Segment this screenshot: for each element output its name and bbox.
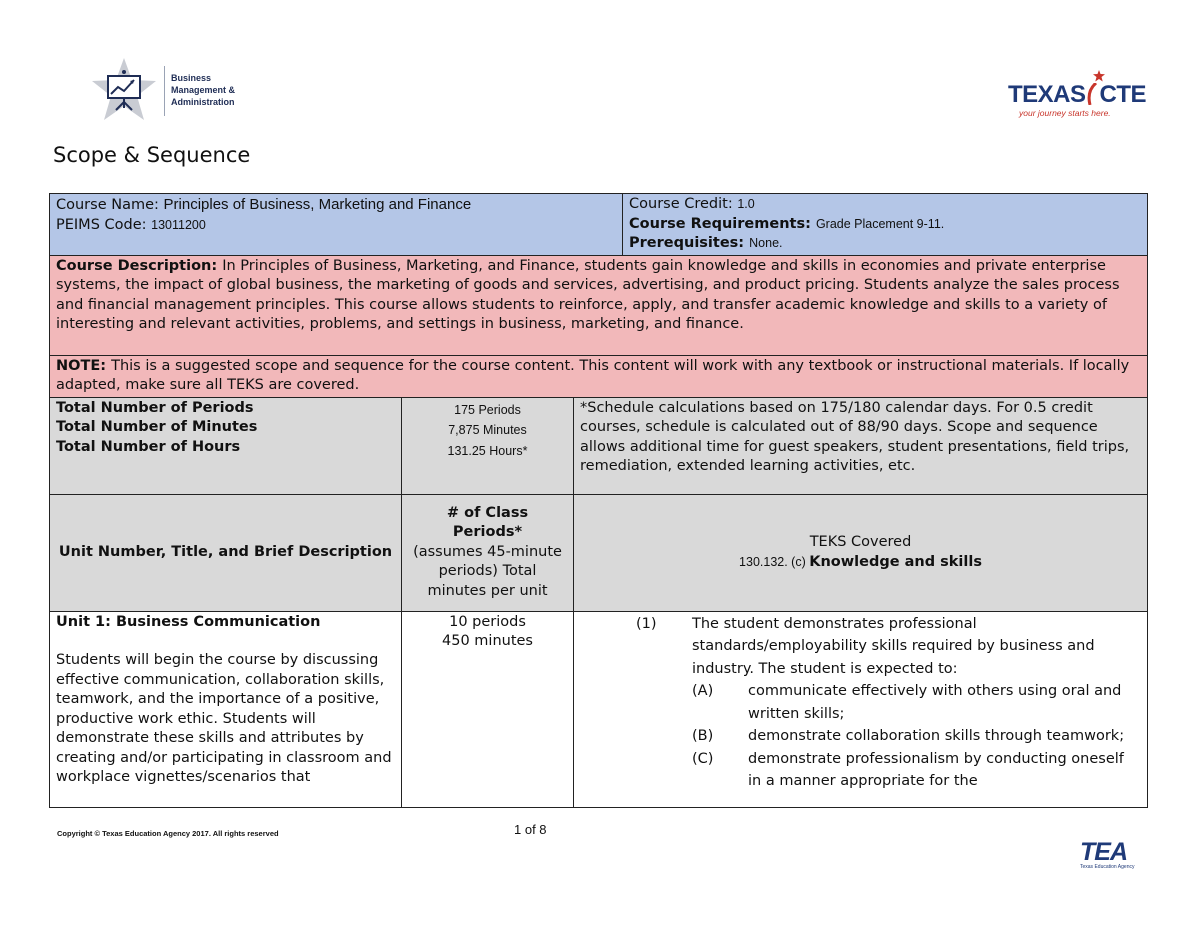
periods-header-detail: (assumes 45-minute periods) Total minutes per unit <box>413 543 562 599</box>
teks-text: The student demonstrates professional standards/employability skills required by business and industry. The student is expected to: <box>692 615 1095 677</box>
tea-logo-text: TEA <box>1080 838 1127 866</box>
schedule-note: *Schedule calculations based on 175/180 calendar days. For 0.5 credit courses, schedule is calculated out of 88/90 days. Scope and sequence allows additional time for guest speakers, student presentations, field trips, remediation, extended learning activities, etc. <box>580 399 1130 474</box>
total-periods-value: 175 Periods <box>454 402 521 417</box>
course-credit-label: Course Credit: <box>629 196 738 212</box>
course-description-row <box>50 255 1148 355</box>
column-header-row <box>50 494 1148 611</box>
table-row <box>50 611 1148 807</box>
teks-header-title: TEKS Covered <box>809 534 912 550</box>
page-number: 1 of 8 <box>514 822 547 837</box>
periods-column-header <box>402 494 574 611</box>
prerequisites-label: Prerequisites: <box>629 235 750 251</box>
total-minutes-value: 7,875 Minutes <box>448 423 527 437</box>
total-periods-label: Total Number of Periods <box>56 399 254 416</box>
logo-divider <box>164 66 165 116</box>
scope-sequence-table <box>49 193 1148 808</box>
course-credit-value: 1.0 <box>737 197 755 211</box>
teks-sub-letter: (A) <box>692 683 714 699</box>
course-description-cell <box>50 255 1148 355</box>
teks-standard <box>636 613 1139 681</box>
teks-sub-text: communicate effectively with others using oral and written skills; <box>748 683 1122 722</box>
brand-texas: TEXAS <box>1008 81 1086 108</box>
peims-value: 13011200 <box>151 217 206 232</box>
business-management-logo <box>88 56 248 126</box>
teks-sub-letter: (B) <box>692 728 714 744</box>
teks-sub-text: demonstrate collaboration skills through teamwork; <box>748 728 1125 744</box>
brand-cte: CTE <box>1099 81 1147 108</box>
periods-header-title: # of Class Periods* <box>446 504 529 541</box>
copyright-notice: Copyright © Texas Education Agency 2017. All rights reserved <box>57 829 279 838</box>
unit-periods-cell <box>402 611 574 807</box>
course-description-text: In Principles of Business, Marketing, and Finance, students gain knowledge and skills in economies and private enterprise systems, the impact of global business, the marketing of goods and services, advertising, and product pricing. Students analyze the sales process and financial management principles. This course allows students to reinforce, apply, and transfer academic knowledge and skills to a variety of interesting and relevant activities, problems, and settings in business, marketing, and finance. <box>56 257 1120 332</box>
teks-sub-text: demonstrate professionalism by conducting oneself in a manner appropriate for the <box>748 750 1124 789</box>
swoosh-icon <box>1086 83 1100 105</box>
tea-logo <box>1080 838 1150 878</box>
unit-column-header <box>50 494 402 611</box>
note-text: This is a suggested scope and sequence for the course content. This content will work with any textbook or instructional materials. If locally adapted, make sure all TEKS are covered. <box>56 357 1130 393</box>
totals-values-cell <box>402 397 574 494</box>
total-minutes-label: Total Number of Minutes <box>56 419 258 435</box>
note-cell <box>50 355 1148 397</box>
teks-number: (1) <box>636 615 657 632</box>
logo-tagline: your journey starts here. <box>1019 108 1111 118</box>
teks-column-header <box>574 494 1148 611</box>
texas-cte-logo <box>1005 68 1147 120</box>
unit-header-text: Unit Number, Title, and Brief Description <box>58 543 393 560</box>
unit-description: Students will begin the course by discussing effective communication, collaboration skills, teamwork, and the importance of a positive, productive work ethic. Students will demonstrate these skills and attributes by creating and/or participating in classroom and workplace vignettes/scenarios that <box>56 652 392 785</box>
totals-labels-cell <box>50 397 402 494</box>
course-name-value: Principles of Business, Marketing and Finance <box>163 196 472 213</box>
peims-label: PEIMS Code: <box>56 216 152 233</box>
logo-text: Business Management & Administration <box>171 73 236 107</box>
unit-title: Unit 1: Business Communication <box>56 613 321 630</box>
total-hours-value: 131.25 Hours* <box>447 443 528 458</box>
course-name-cell <box>50 194 623 256</box>
total-hours-label: Total Number of Hours <box>56 438 241 455</box>
course-requirements-label: Course Requirements: <box>629 215 816 232</box>
teks-list <box>636 613 1139 793</box>
unit-periods: 10 periods <box>449 613 526 630</box>
texas-cte-brand <box>1008 81 1146 109</box>
unit-description-cell <box>50 611 402 807</box>
course-requirements-value: Grade Placement 9-11. <box>815 216 945 231</box>
tea-logo-subtext: Texas Education Agency <box>1080 864 1135 870</box>
teks-sub-item <box>692 680 1139 725</box>
teks-sub-item <box>692 748 1139 793</box>
course-credit-cell <box>623 194 1148 256</box>
schedule-note-cell <box>574 397 1148 494</box>
unit-teks-cell <box>574 611 1148 807</box>
course-description-label: Course Description: <box>56 257 223 274</box>
note-label: NOTE: <box>56 357 112 374</box>
page-title: Scope & Sequence <box>53 143 251 167</box>
totals-row <box>50 397 1148 494</box>
course-info-row <box>50 194 1148 256</box>
note-row <box>50 355 1148 397</box>
prerequisites-value: None. <box>749 236 783 250</box>
star-presentation-icon <box>88 56 160 126</box>
unit-minutes: 450 minutes <box>442 633 533 649</box>
teks-header-subtitle: Knowledge and skills <box>809 553 982 570</box>
teks-sub-letter: (C) <box>692 750 714 767</box>
course-name-label: Course Name: <box>56 197 164 213</box>
teks-header-code: 130.132. (c) <box>739 554 810 569</box>
teks-sub-item <box>692 725 1139 748</box>
